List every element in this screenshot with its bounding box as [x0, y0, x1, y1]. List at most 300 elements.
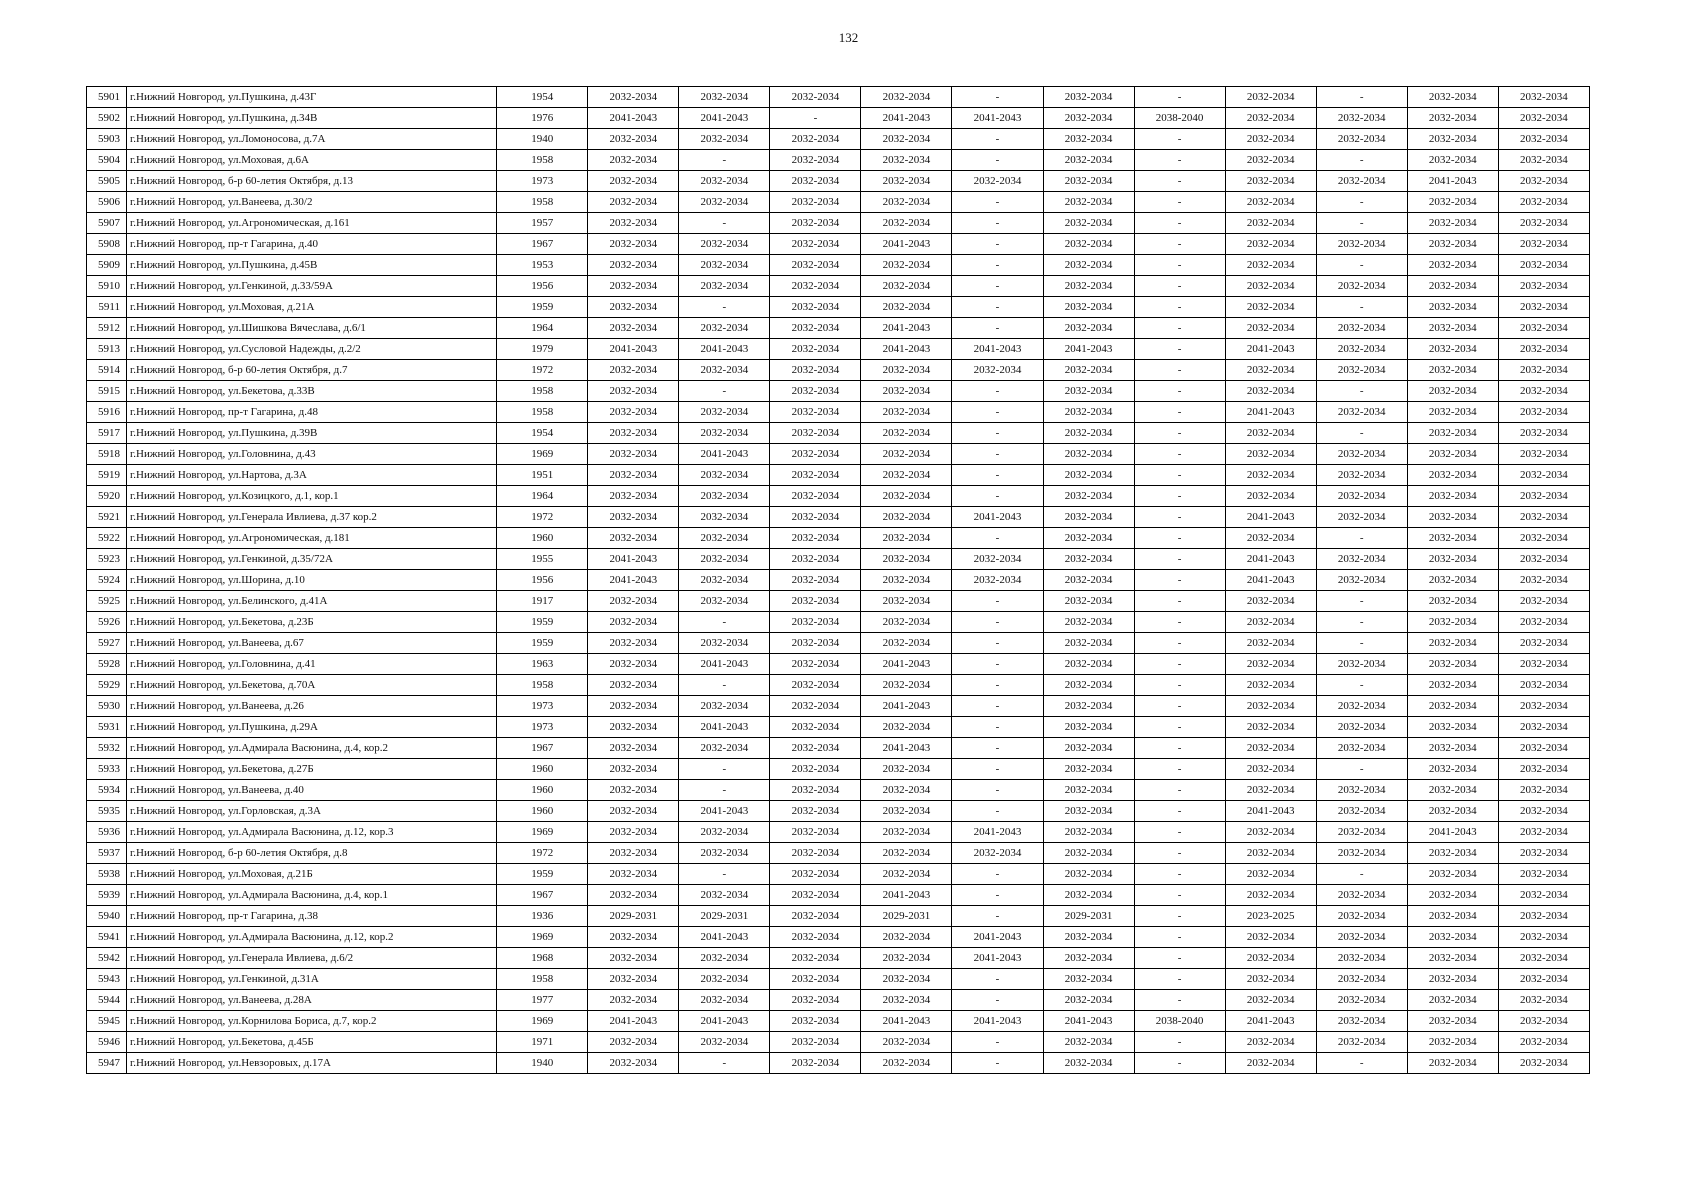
cell-period-2: 2041-2043: [679, 654, 770, 675]
cell-period-4: 2032-2034: [861, 360, 952, 381]
cell-period-1: 2032-2034: [588, 171, 679, 192]
cell-period-7: -: [1134, 969, 1225, 990]
cell-period-10: 2041-2043: [1407, 822, 1498, 843]
cell-period-10: 2032-2034: [1407, 192, 1498, 213]
cell-period-7: -: [1134, 381, 1225, 402]
cell-year-built: 1959: [497, 612, 588, 633]
cell-period-7: -: [1134, 654, 1225, 675]
cell-period-7: -: [1134, 759, 1225, 780]
cell-period-3: 2032-2034: [770, 948, 861, 969]
cell-period-8: 2032-2034: [1225, 591, 1316, 612]
cell-period-8: 2032-2034: [1225, 759, 1316, 780]
cell-period-6: 2032-2034: [1043, 150, 1134, 171]
cell-period-3: 2032-2034: [770, 318, 861, 339]
cell-period-2: 2032-2034: [679, 87, 770, 108]
cell-period-6: 2032-2034: [1043, 675, 1134, 696]
table-row: [87, 87, 1590, 108]
cell-period-7: -: [1134, 780, 1225, 801]
cell-period-2: 2032-2034: [679, 822, 770, 843]
cell-period-4: 2041-2043: [861, 696, 952, 717]
cell-period-7: -: [1134, 486, 1225, 507]
cell-period-2: -: [679, 150, 770, 171]
cell-period-2: 2032-2034: [679, 885, 770, 906]
cell-period-8: 2032-2034: [1225, 486, 1316, 507]
cell-period-10: 2032-2034: [1407, 213, 1498, 234]
cell-address: г.Нижний Новгород, пр-т Гагарина, д.40: [127, 234, 497, 255]
cell-period-2: 2032-2034: [679, 591, 770, 612]
cell-period-10: 2032-2034: [1407, 591, 1498, 612]
cell-period-1: 2032-2034: [588, 633, 679, 654]
cell-address: г.Нижний Новгород, ул.Адмирала Васюнина, д.4, кор.2: [127, 738, 497, 759]
cell-period-4: 2032-2034: [861, 402, 952, 423]
cell-year-built: 1967: [497, 885, 588, 906]
cell-period-9: 2032-2034: [1316, 339, 1407, 360]
cell-period-1: 2032-2034: [588, 234, 679, 255]
cell-period-4: 2032-2034: [861, 1032, 952, 1053]
cell-period-10: 2032-2034: [1407, 318, 1498, 339]
cell-period-6: 2032-2034: [1043, 486, 1134, 507]
cell-period-8: 2032-2034: [1225, 129, 1316, 150]
cell-period-10: 2032-2034: [1407, 927, 1498, 948]
cell-period-1: 2032-2034: [588, 822, 679, 843]
cell-period-1: 2032-2034: [588, 969, 679, 990]
cell-period-11: 2032-2034: [1498, 486, 1589, 507]
cell-row-number: 5943: [87, 969, 127, 990]
cell-row-number: 5917: [87, 423, 127, 444]
cell-address: г.Нижний Новгород, ул.Бекетова, д.70А: [127, 675, 497, 696]
cell-period-11: 2032-2034: [1498, 1053, 1589, 1074]
cell-address: г.Нижний Новгород, ул.Моховая, д.21А: [127, 297, 497, 318]
cell-period-4: 2032-2034: [861, 213, 952, 234]
table-row: [87, 885, 1590, 906]
cell-period-11: 2032-2034: [1498, 1032, 1589, 1053]
cell-period-5: 2041-2043: [952, 108, 1043, 129]
cell-period-2: 2041-2043: [679, 108, 770, 129]
cell-period-9: 2032-2034: [1316, 444, 1407, 465]
cell-row-number: 5944: [87, 990, 127, 1011]
cell-year-built: 1936: [497, 906, 588, 927]
cell-period-3: 2032-2034: [770, 1053, 861, 1074]
cell-period-9: 2032-2034: [1316, 234, 1407, 255]
cell-address: г.Нижний Новгород, ул.Генкиной, д.31А: [127, 969, 497, 990]
cell-period-6: 2032-2034: [1043, 108, 1134, 129]
cell-row-number: 5932: [87, 738, 127, 759]
cell-period-10: 2032-2034: [1407, 381, 1498, 402]
cell-period-11: 2032-2034: [1498, 171, 1589, 192]
table-row: [87, 780, 1590, 801]
cell-period-3: 2032-2034: [770, 738, 861, 759]
cell-period-8: 2032-2034: [1225, 423, 1316, 444]
cell-period-4: 2032-2034: [861, 150, 952, 171]
cell-period-4: 2032-2034: [861, 633, 952, 654]
cell-year-built: 1957: [497, 213, 588, 234]
cell-period-11: 2032-2034: [1498, 423, 1589, 444]
cell-year-built: 1958: [497, 675, 588, 696]
page-number: 132: [838, 30, 859, 45]
cell-period-8: 2032-2034: [1225, 1032, 1316, 1053]
cell-period-9: -: [1316, 633, 1407, 654]
cell-period-1: 2032-2034: [588, 1032, 679, 1053]
cell-period-3: 2032-2034: [770, 129, 861, 150]
cell-period-6: 2032-2034: [1043, 318, 1134, 339]
cell-period-6: 2032-2034: [1043, 759, 1134, 780]
cell-period-9: -: [1316, 864, 1407, 885]
cell-period-1: 2032-2034: [588, 612, 679, 633]
cell-period-9: 2032-2034: [1316, 486, 1407, 507]
cell-period-11: 2032-2034: [1498, 444, 1589, 465]
cell-row-number: 5922: [87, 528, 127, 549]
cell-period-10: 2032-2034: [1407, 969, 1498, 990]
cell-period-11: 2032-2034: [1498, 339, 1589, 360]
cell-period-7: -: [1134, 1053, 1225, 1074]
cell-period-4: 2032-2034: [861, 1053, 952, 1074]
cell-period-7: -: [1134, 612, 1225, 633]
table-row: [87, 108, 1590, 129]
cell-period-5: -: [952, 87, 1043, 108]
cell-period-9: 2032-2034: [1316, 654, 1407, 675]
cell-period-2: 2032-2034: [679, 360, 770, 381]
table-row: [87, 381, 1590, 402]
cell-period-3: 2032-2034: [770, 360, 861, 381]
cell-period-2: -: [679, 213, 770, 234]
cell-address: г.Нижний Новгород, ул.Адмирала Васюнина, д.12, кор.3: [127, 822, 497, 843]
cell-period-9: -: [1316, 1053, 1407, 1074]
cell-period-6: 2032-2034: [1043, 87, 1134, 108]
cell-period-2: 2032-2034: [679, 948, 770, 969]
cell-period-3: 2032-2034: [770, 864, 861, 885]
cell-address: г.Нижний Новгород, ул.Адмирала Васюнина, д.4, кор.1: [127, 885, 497, 906]
cell-period-1: 2032-2034: [588, 150, 679, 171]
cell-period-5: -: [952, 213, 1043, 234]
table-row: [87, 948, 1590, 969]
cell-period-10: 2032-2034: [1407, 633, 1498, 654]
cell-period-11: 2032-2034: [1498, 276, 1589, 297]
cell-period-9: 2032-2034: [1316, 549, 1407, 570]
cell-period-4: 2032-2034: [861, 528, 952, 549]
cell-period-1: 2032-2034: [588, 255, 679, 276]
cell-address: г.Нижний Новгород, б-р 60-летия Октября, д.8: [127, 843, 497, 864]
cell-period-5: 2041-2043: [952, 339, 1043, 360]
cell-row-number: 5909: [87, 255, 127, 276]
cell-period-6: 2032-2034: [1043, 255, 1134, 276]
cell-period-6: 2032-2034: [1043, 780, 1134, 801]
cell-period-7: -: [1134, 549, 1225, 570]
cell-address: г.Нижний Новгород, ул.Ломоносова, д.7А: [127, 129, 497, 150]
cell-period-4: 2032-2034: [861, 675, 952, 696]
table-row: [87, 297, 1590, 318]
cell-period-10: 2032-2034: [1407, 108, 1498, 129]
cell-period-5: 2032-2034: [952, 360, 1043, 381]
cell-period-7: -: [1134, 864, 1225, 885]
cell-period-6: 2032-2034: [1043, 717, 1134, 738]
cell-period-3: 2032-2034: [770, 297, 861, 318]
cell-period-3: 2032-2034: [770, 990, 861, 1011]
cell-period-11: 2032-2034: [1498, 717, 1589, 738]
cell-period-5: 2041-2043: [952, 927, 1043, 948]
cell-year-built: 1973: [497, 696, 588, 717]
table-row: [87, 486, 1590, 507]
cell-period-5: -: [952, 465, 1043, 486]
cell-period-5: -: [952, 864, 1043, 885]
cell-period-8: 2032-2034: [1225, 969, 1316, 990]
cell-period-1: 2032-2034: [588, 297, 679, 318]
cell-period-4: 2041-2043: [861, 1011, 952, 1032]
cell-period-2: 2032-2034: [679, 192, 770, 213]
cell-period-10: 2032-2034: [1407, 528, 1498, 549]
cell-period-5: -: [952, 759, 1043, 780]
cell-period-7: -: [1134, 528, 1225, 549]
cell-row-number: 5908: [87, 234, 127, 255]
table-row: [87, 927, 1590, 948]
table-row: [87, 150, 1590, 171]
cell-period-11: 2032-2034: [1498, 87, 1589, 108]
cell-period-2: 2032-2034: [679, 633, 770, 654]
cell-period-3: 2032-2034: [770, 528, 861, 549]
cell-period-2: 2041-2043: [679, 1011, 770, 1032]
cell-year-built: 1954: [497, 87, 588, 108]
table-row: [87, 969, 1590, 990]
cell-year-built: 1953: [497, 255, 588, 276]
cell-row-number: 5918: [87, 444, 127, 465]
cell-period-11: 2032-2034: [1498, 192, 1589, 213]
cell-period-7: -: [1134, 633, 1225, 654]
cell-period-6: 2032-2034: [1043, 654, 1134, 675]
cell-period-11: 2032-2034: [1498, 570, 1589, 591]
cell-period-3: 2032-2034: [770, 213, 861, 234]
cell-period-3: 2032-2034: [770, 843, 861, 864]
cell-period-1: 2032-2034: [588, 990, 679, 1011]
cell-row-number: 5930: [87, 696, 127, 717]
cell-period-9: 2032-2034: [1316, 507, 1407, 528]
cell-period-9: 2032-2034: [1316, 696, 1407, 717]
cell-address: г.Нижний Новгород, ул.Шишкова Вячеслава, д.6/1: [127, 318, 497, 339]
cell-period-3: 2032-2034: [770, 885, 861, 906]
cell-period-3: 2032-2034: [770, 591, 861, 612]
cell-period-9: 2032-2034: [1316, 885, 1407, 906]
cell-period-6: 2032-2034: [1043, 507, 1134, 528]
cell-period-2: 2032-2034: [679, 549, 770, 570]
cell-period-5: -: [952, 801, 1043, 822]
cell-period-6: 2032-2034: [1043, 801, 1134, 822]
cell-period-10: 2032-2034: [1407, 423, 1498, 444]
cell-period-7: -: [1134, 885, 1225, 906]
cell-period-7: -: [1134, 129, 1225, 150]
cell-period-8: 2041-2043: [1225, 507, 1316, 528]
cell-period-4: 2032-2034: [861, 801, 952, 822]
cell-period-6: 2032-2034: [1043, 696, 1134, 717]
cell-period-3: 2032-2034: [770, 171, 861, 192]
cell-period-10: 2032-2034: [1407, 339, 1498, 360]
cell-period-2: 2032-2034: [679, 990, 770, 1011]
cell-period-5: -: [952, 444, 1043, 465]
cell-period-4: 2032-2034: [861, 486, 952, 507]
cell-address: г.Нижний Новгород, ул.Генкиной, д.35/72А: [127, 549, 497, 570]
cell-period-2: 2032-2034: [679, 276, 770, 297]
table-row: [87, 591, 1590, 612]
cell-period-6: 2032-2034: [1043, 948, 1134, 969]
cell-address: г.Нижний Новгород, ул.Белинского, д.41А: [127, 591, 497, 612]
cell-period-5: 2032-2034: [952, 171, 1043, 192]
cell-period-8: 2032-2034: [1225, 255, 1316, 276]
cell-period-8: 2032-2034: [1225, 927, 1316, 948]
cell-period-4: 2032-2034: [861, 927, 952, 948]
cell-period-11: 2032-2034: [1498, 612, 1589, 633]
cell-period-5: -: [952, 990, 1043, 1011]
cell-period-6: 2041-2043: [1043, 339, 1134, 360]
cell-period-8: 2041-2043: [1225, 549, 1316, 570]
cell-address: г.Нижний Новгород, ул.Сусловой Надежды, д.2/2: [127, 339, 497, 360]
cell-period-11: 2032-2034: [1498, 969, 1589, 990]
cell-row-number: 5911: [87, 297, 127, 318]
cell-period-11: 2032-2034: [1498, 990, 1589, 1011]
cell-row-number: 5931: [87, 717, 127, 738]
cell-period-8: 2032-2034: [1225, 633, 1316, 654]
cell-period-4: 2032-2034: [861, 570, 952, 591]
cell-period-8: 2032-2034: [1225, 822, 1316, 843]
cell-period-5: -: [952, 675, 1043, 696]
table-row: [87, 759, 1590, 780]
cell-row-number: 5905: [87, 171, 127, 192]
cell-period-7: 2038-2040: [1134, 1011, 1225, 1032]
cell-year-built: 1969: [497, 444, 588, 465]
cell-year-built: 1969: [497, 822, 588, 843]
cell-period-10: 2032-2034: [1407, 360, 1498, 381]
cell-row-number: 5913: [87, 339, 127, 360]
cell-period-2: -: [679, 675, 770, 696]
cell-period-7: -: [1134, 948, 1225, 969]
cell-row-number: 5924: [87, 570, 127, 591]
cell-period-4: 2032-2034: [861, 87, 952, 108]
cell-period-8: 2041-2043: [1225, 570, 1316, 591]
cell-row-number: 5921: [87, 507, 127, 528]
cell-period-6: 2029-2031: [1043, 906, 1134, 927]
cell-period-2: 2032-2034: [679, 738, 770, 759]
cell-period-2: 2032-2034: [679, 129, 770, 150]
cell-period-4: 2032-2034: [861, 192, 952, 213]
cell-period-5: -: [952, 612, 1043, 633]
table-row: [87, 255, 1590, 276]
cell-period-10: 2032-2034: [1407, 1011, 1498, 1032]
cell-address: г.Нижний Новгород, ул.Горловская, д.3А: [127, 801, 497, 822]
table-row: [87, 234, 1590, 255]
cell-period-11: 2032-2034: [1498, 675, 1589, 696]
cell-period-8: 2032-2034: [1225, 213, 1316, 234]
cell-period-2: 2032-2034: [679, 1032, 770, 1053]
cell-period-5: 2032-2034: [952, 549, 1043, 570]
cell-period-3: 2032-2034: [770, 1011, 861, 1032]
cell-period-1: 2029-2031: [588, 906, 679, 927]
cell-address: г.Нижний Новгород, ул.Бекетова, д.45Б: [127, 1032, 497, 1053]
cell-period-11: 2032-2034: [1498, 1011, 1589, 1032]
cell-period-3: 2032-2034: [770, 276, 861, 297]
cell-period-10: 2032-2034: [1407, 444, 1498, 465]
cell-period-6: 2032-2034: [1043, 612, 1134, 633]
cell-period-11: 2032-2034: [1498, 864, 1589, 885]
cell-period-9: -: [1316, 591, 1407, 612]
cell-period-10: 2032-2034: [1407, 717, 1498, 738]
cell-period-1: 2032-2034: [588, 864, 679, 885]
cell-period-1: 2032-2034: [588, 486, 679, 507]
cell-period-9: 2032-2034: [1316, 927, 1407, 948]
cell-period-9: -: [1316, 759, 1407, 780]
cell-period-8: 2032-2034: [1225, 381, 1316, 402]
cell-period-5: -: [952, 633, 1043, 654]
cell-period-5: -: [952, 486, 1043, 507]
cell-address: г.Нижний Новгород, ул.Невзоровых, д.17А: [127, 1053, 497, 1074]
cell-period-2: 2032-2034: [679, 486, 770, 507]
cell-period-2: 2032-2034: [679, 234, 770, 255]
cell-row-number: 5934: [87, 780, 127, 801]
cell-year-built: 1964: [497, 318, 588, 339]
cell-period-2: 2032-2034: [679, 843, 770, 864]
cell-period-5: 2032-2034: [952, 843, 1043, 864]
cell-period-4: 2032-2034: [861, 507, 952, 528]
cell-period-4: 2029-2031: [861, 906, 952, 927]
cell-address: г.Нижний Новгород, ул.Ванеева, д.26: [127, 696, 497, 717]
table-row: [87, 1053, 1590, 1074]
cell-period-8: 2032-2034: [1225, 150, 1316, 171]
cell-period-3: 2032-2034: [770, 675, 861, 696]
cell-period-6: 2032-2034: [1043, 402, 1134, 423]
cell-period-7: -: [1134, 738, 1225, 759]
cell-period-10: 2032-2034: [1407, 738, 1498, 759]
cell-address: г.Нижний Новгород, ул.Генкиной, д.33/59А: [127, 276, 497, 297]
cell-period-8: 2032-2034: [1225, 360, 1316, 381]
cell-period-5: -: [952, 423, 1043, 444]
cell-period-4: 2041-2043: [861, 654, 952, 675]
cell-period-9: 2032-2034: [1316, 1032, 1407, 1053]
cell-period-7: -: [1134, 192, 1225, 213]
cell-address: г.Нижний Новгород, ул.Моховая, д.21Б: [127, 864, 497, 885]
cell-period-4: 2032-2034: [861, 444, 952, 465]
cell-period-4: 2041-2043: [861, 318, 952, 339]
cell-period-3: 2032-2034: [770, 486, 861, 507]
cell-period-10: 2032-2034: [1407, 276, 1498, 297]
cell-period-4: 2041-2043: [861, 339, 952, 360]
cell-period-4: 2032-2034: [861, 171, 952, 192]
cell-period-1: 2032-2034: [588, 591, 679, 612]
cell-period-5: 2041-2043: [952, 507, 1043, 528]
table-row: [87, 717, 1590, 738]
cell-period-6: 2032-2034: [1043, 549, 1134, 570]
cell-address: г.Нижний Новгород, ул.Адмирала Васюнина, д.12, кор.2: [127, 927, 497, 948]
cell-period-5: -: [952, 297, 1043, 318]
cell-year-built: 1973: [497, 717, 588, 738]
cell-period-8: 2032-2034: [1225, 1053, 1316, 1074]
cell-period-2: 2032-2034: [679, 423, 770, 444]
cell-address: г.Нижний Новгород, ул.Шорина, д.10: [127, 570, 497, 591]
cell-period-3: 2032-2034: [770, 381, 861, 402]
cell-period-5: 2032-2034: [952, 570, 1043, 591]
cell-period-4: 2032-2034: [861, 297, 952, 318]
cell-year-built: 1968: [497, 948, 588, 969]
cell-period-6: 2032-2034: [1043, 192, 1134, 213]
cell-period-6: 2032-2034: [1043, 465, 1134, 486]
cell-period-3: -: [770, 108, 861, 129]
cell-period-4: 2032-2034: [861, 759, 952, 780]
cell-period-7: -: [1134, 801, 1225, 822]
cell-period-7: -: [1134, 465, 1225, 486]
cell-period-1: 2032-2034: [588, 402, 679, 423]
cell-period-9: -: [1316, 612, 1407, 633]
cell-row-number: 5904: [87, 150, 127, 171]
cell-year-built: 1960: [497, 528, 588, 549]
cell-period-5: -: [952, 528, 1043, 549]
cell-period-3: 2032-2034: [770, 507, 861, 528]
cell-period-5: -: [952, 129, 1043, 150]
cell-year-built: 1958: [497, 969, 588, 990]
cell-address: г.Нижний Новгород, ул.Генерала Ивлиева, д.6/2: [127, 948, 497, 969]
